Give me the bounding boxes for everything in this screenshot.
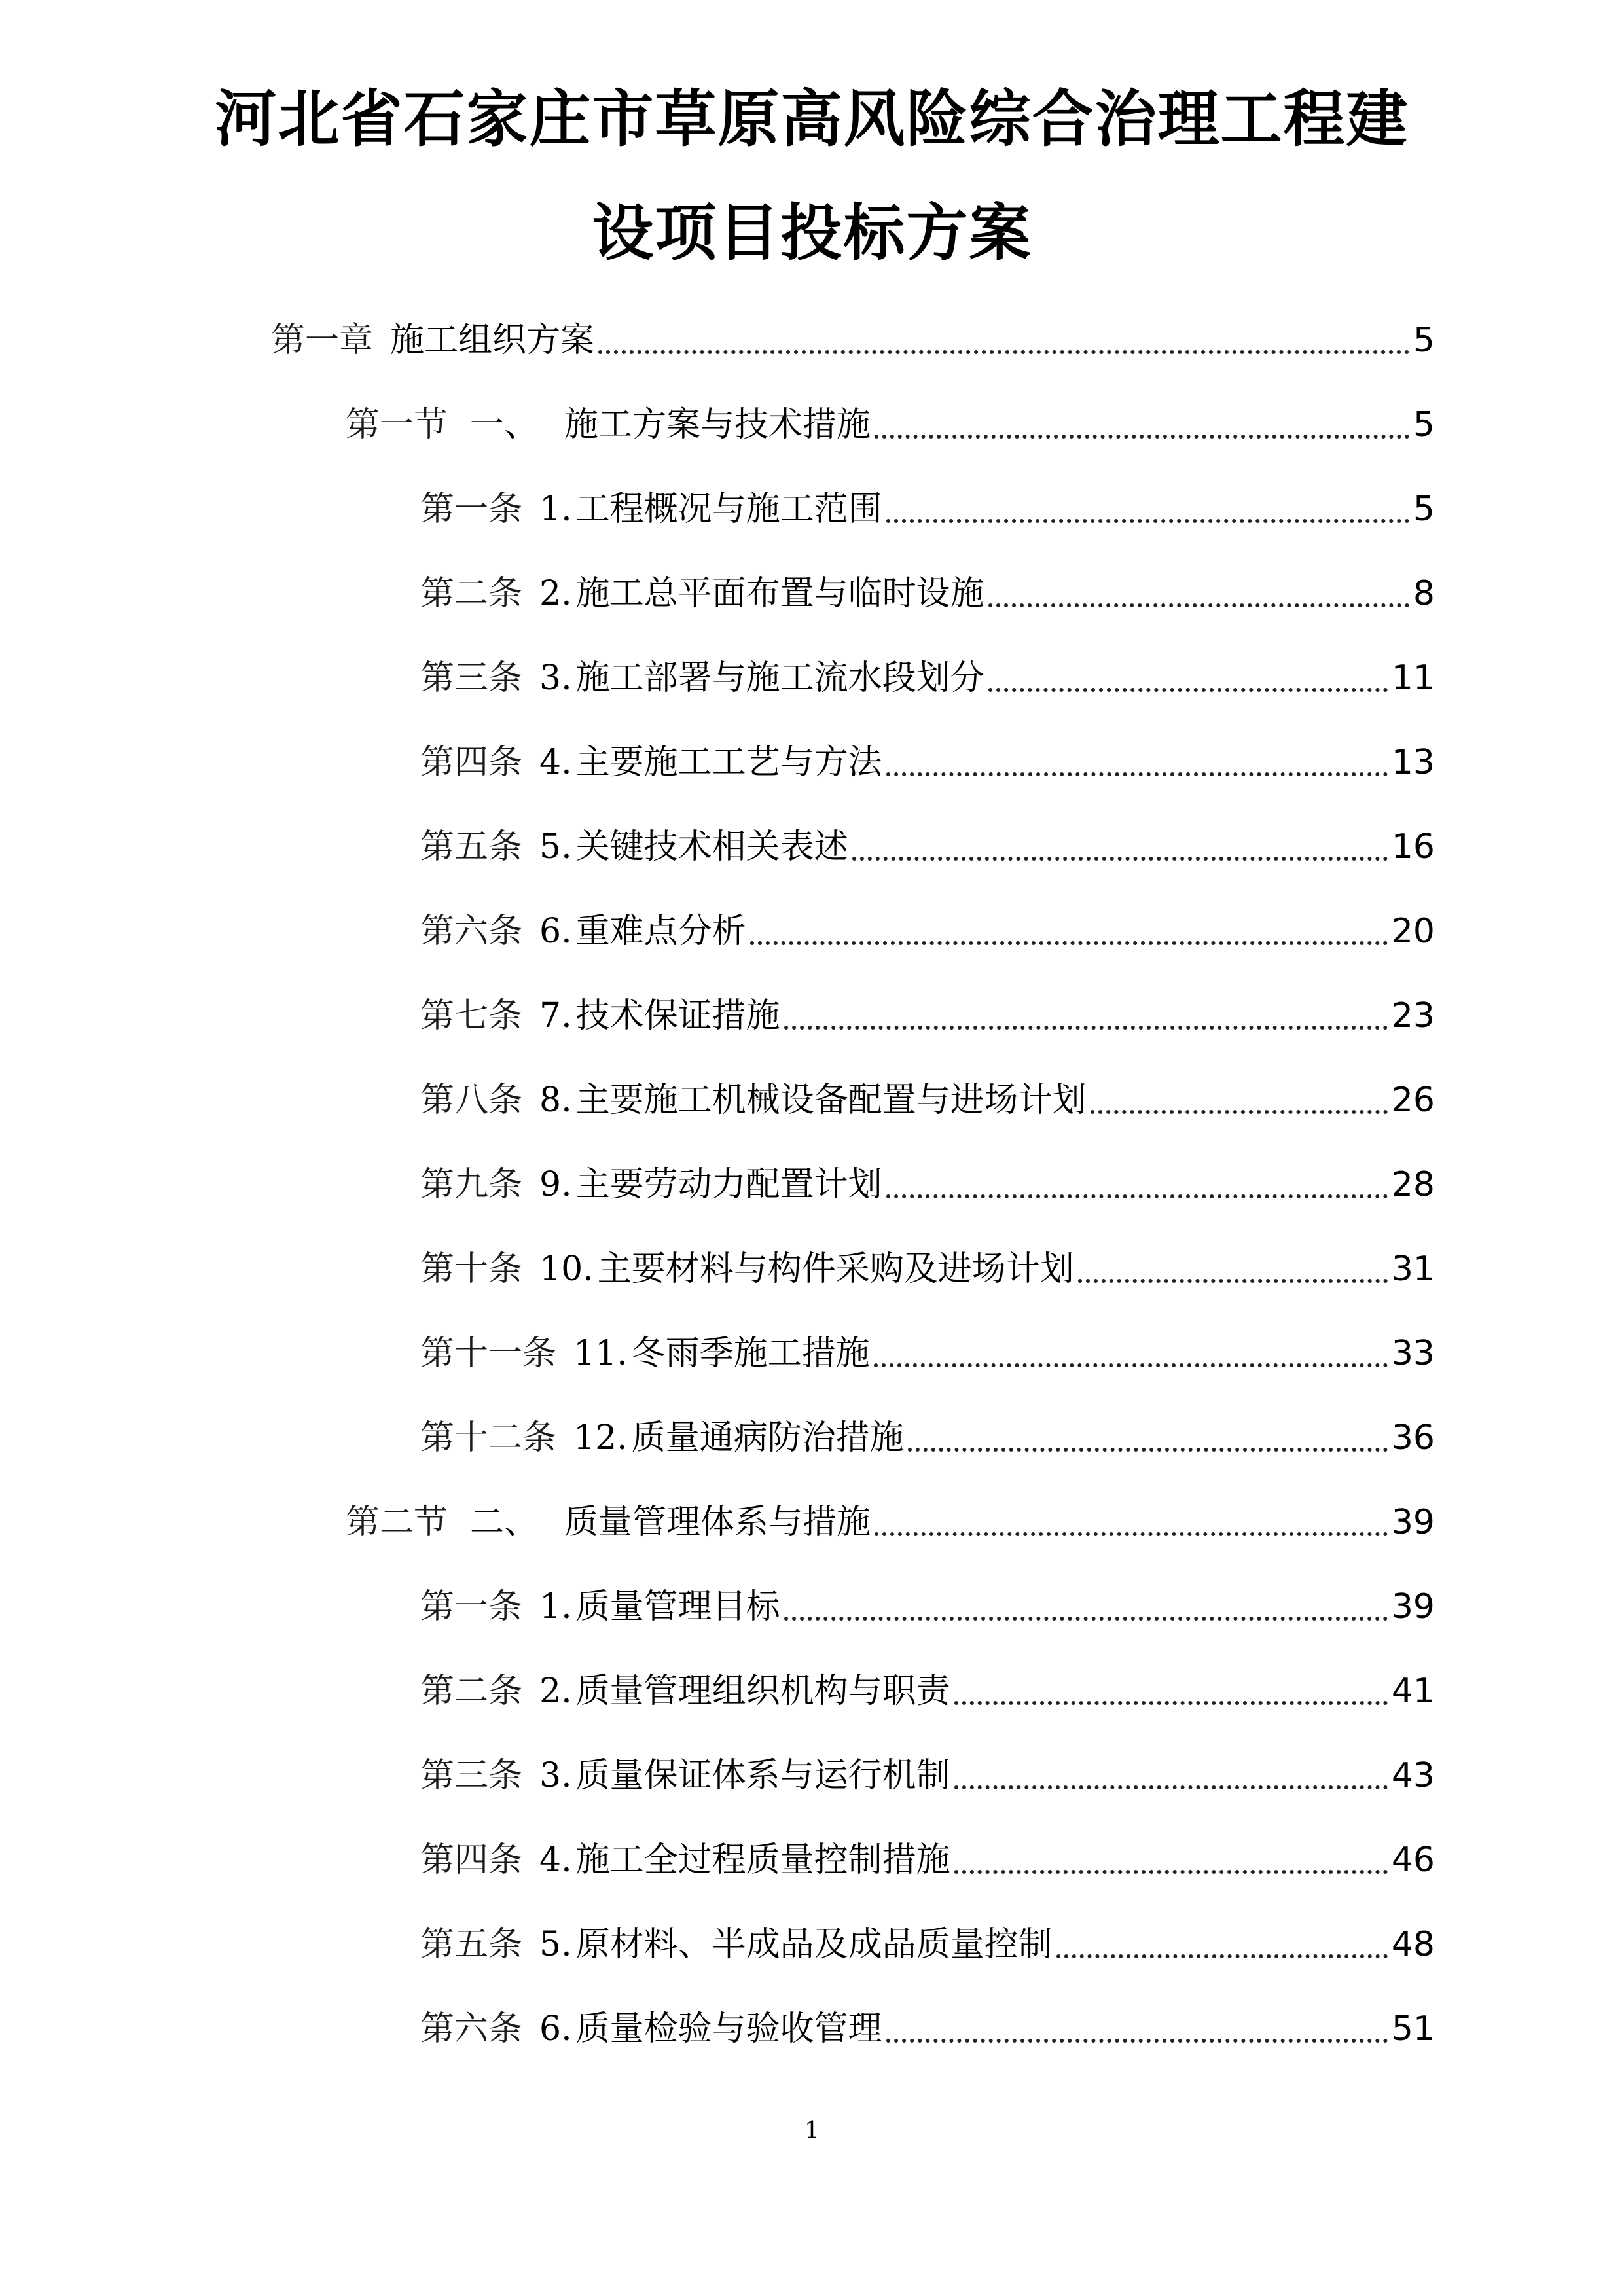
toc-entry[interactable] [420, 1749, 1435, 1802]
toc-entry-title: 施工组织方案 [390, 321, 595, 360]
toc-dot-leader [875, 1496, 1388, 1549]
document-title-line-2: 设项目投标方案 [592, 198, 1032, 269]
toc-entry-label: 第五条 [420, 1925, 523, 1964]
toc-entry-title: 冬雨季施工措施 [631, 1334, 870, 1373]
toc-entry-page: 28 [1391, 1165, 1435, 1204]
toc-dot-leader [784, 990, 1388, 1042]
toc-entry-label: 第三条 [420, 658, 523, 698]
toc-entry-title: 主要施工机械设备配置与进场计划 [575, 1081, 1087, 1120]
toc-entry-title: 质量保证体系与运行机制 [575, 1756, 950, 1795]
toc-entry-number: 2. [539, 1672, 572, 1711]
toc-entry-title: 技术保证措施 [575, 996, 780, 1035]
toc-entry-label: 第二节 [346, 1503, 448, 1542]
toc-dot-leader [908, 1412, 1388, 1464]
toc-entry-title: 原材料、半成品及成品质量控制 [575, 1925, 1053, 1964]
toc-entry[interactable] [420, 1834, 1435, 1886]
toc-entry[interactable] [420, 990, 1435, 1042]
toc-entry-page: 26 [1391, 1081, 1435, 1120]
toc-dot-leader [988, 652, 1388, 704]
toc-entry-label: 第一条 [420, 1587, 523, 1626]
toc-entry-label: 第四条 [420, 1840, 523, 1880]
toc-entry-page: 11 [1391, 658, 1435, 698]
toc-dot-leader [852, 821, 1388, 873]
toc-entry-page: 46 [1391, 1840, 1435, 1880]
toc-entry[interactable] [346, 1496, 1435, 1549]
toc-dot-leader [875, 399, 1409, 451]
toc-entry-number: 6. [539, 2009, 572, 2049]
toc-entry-number: 1. [539, 1587, 572, 1626]
toc-entry-page: 8 [1413, 574, 1435, 613]
toc-entry-title: 质量管理目标 [575, 1587, 780, 1626]
toc-entry-page: 39 [1391, 1587, 1435, 1626]
toc-entry-number: 7. [539, 996, 572, 1035]
toc-entry-page: 33 [1391, 1334, 1435, 1373]
toc-entry[interactable] [346, 399, 1435, 451]
toc-entry-number: 5. [539, 827, 572, 867]
toc-entry-number: 1. [539, 490, 572, 529]
toc-dot-leader [1078, 1243, 1388, 1295]
toc-entry-page: 36 [1391, 1418, 1435, 1458]
toc-entry-title: 工程概况与施工范围 [575, 490, 882, 529]
toc-dot-leader [750, 905, 1388, 958]
toc-dot-leader [954, 1749, 1388, 1802]
toc-dot-leader [598, 314, 1409, 367]
toc-entry-label: 第十条 [420, 1249, 523, 1289]
toc-entry-title: 质量检验与验收管理 [575, 2009, 882, 2049]
toc-entry-page: 20 [1391, 912, 1435, 951]
toc-entry[interactable] [420, 1243, 1435, 1295]
toc-entry-number: 4. [539, 1840, 572, 1880]
toc-dot-leader [886, 483, 1409, 535]
toc-entry-title: 质量管理组织机构与职责 [575, 1672, 950, 1711]
toc-entry[interactable] [420, 821, 1435, 873]
toc-dot-leader [1056, 1918, 1388, 1971]
toc-entry-title: 质量管理体系与措施 [564, 1503, 871, 1542]
toc-entry-page: 43 [1391, 1756, 1435, 1795]
toc-entry-label: 第六条 [420, 912, 523, 951]
toc-entry-page: 16 [1391, 827, 1435, 867]
toc-dot-leader [988, 567, 1409, 620]
toc-entry-number: 一、 [470, 405, 539, 444]
toc-entry-title: 施工部署与施工流水段划分 [575, 658, 984, 698]
toc-entry-number: 二、 [470, 1503, 539, 1542]
toc-entry-page: 48 [1391, 1925, 1435, 1964]
toc-entry-number: 2. [539, 574, 572, 613]
toc-entry-number: 6. [539, 912, 572, 951]
toc-entry-label: 第十二条 [420, 1418, 557, 1458]
toc-dot-leader [954, 1834, 1388, 1886]
toc-dot-leader [886, 1158, 1388, 1211]
toc-entry[interactable] [420, 1327, 1435, 1380]
toc-entry-title: 主要劳动力配置计划 [575, 1165, 882, 1204]
toc-entry[interactable] [420, 652, 1435, 704]
toc-entry-label: 第二条 [420, 1672, 523, 1711]
toc-entry-number: 10. [539, 1249, 594, 1289]
toc-entry-number: 9. [539, 1165, 572, 1204]
toc-entry-label: 第一节 [346, 405, 448, 444]
toc-dot-leader [1091, 1074, 1388, 1126]
toc-entry-number: 3. [539, 1756, 572, 1795]
toc-entry[interactable] [420, 483, 1435, 535]
toc-entry[interactable] [420, 1665, 1435, 1717]
toc-entry-label: 第五条 [420, 827, 523, 867]
toc-entry[interactable] [420, 2003, 1435, 2055]
toc-entry-page: 23 [1391, 996, 1435, 1035]
toc-entry-title: 施工方案与技术措施 [564, 405, 871, 444]
toc-entry-page: 51 [1391, 2009, 1435, 2049]
toc-entry[interactable] [420, 567, 1435, 620]
toc-entry-number: 4. [539, 743, 572, 782]
page-number: 1 [804, 2117, 820, 2144]
toc-dot-leader [784, 1581, 1388, 1633]
toc-entry-page: 5 [1413, 490, 1435, 529]
toc-entry-label: 第十一条 [420, 1334, 557, 1373]
toc-entry-title: 施工全过程质量控制措施 [575, 1840, 950, 1880]
toc-entry[interactable] [420, 736, 1435, 789]
toc-entry-page: 5 [1413, 405, 1435, 444]
document-title-line-1: 河北省石家庄市草原高风险综合治理工程建 [215, 84, 1409, 155]
toc-entry[interactable] [420, 1074, 1435, 1126]
toc-entry-label: 第二条 [420, 574, 523, 613]
toc-entry-label: 第六条 [420, 2009, 523, 2049]
toc-entry[interactable] [271, 314, 1435, 367]
toc-entry-title: 关键技术相关表述 [575, 827, 848, 867]
toc-entry[interactable] [420, 1918, 1435, 1971]
toc-entry-page: 31 [1391, 1249, 1435, 1289]
toc-entry-title: 施工总平面布置与临时设施 [575, 574, 984, 613]
toc-entry-label: 第四条 [420, 743, 523, 782]
toc-entry-number: 8. [539, 1081, 572, 1120]
toc-dot-leader [954, 1665, 1388, 1717]
toc-entry-title: 质量通病防治措施 [631, 1418, 904, 1458]
toc-entry-label: 第一章 [271, 321, 374, 360]
toc-entry-label: 第三条 [420, 1756, 523, 1795]
toc-entry-page: 39 [1391, 1503, 1435, 1542]
toc-entry-label: 第一条 [420, 490, 523, 529]
toc-entry-number: 11. [573, 1334, 628, 1373]
toc-entry-number: 5. [539, 1925, 572, 1964]
toc-entry-title: 主要材料与构件采购及进场计划 [597, 1249, 1074, 1289]
toc-entry-label: 第九条 [420, 1165, 523, 1204]
toc-dot-leader [886, 2003, 1388, 2055]
toc-entry-title: 主要施工工艺与方法 [575, 743, 882, 782]
toc-entry[interactable] [420, 1412, 1435, 1464]
toc-entry-title: 重难点分析 [575, 912, 746, 951]
toc-entry-label: 第八条 [420, 1081, 523, 1120]
toc-entry-page: 5 [1413, 321, 1435, 360]
toc-entry-page: 41 [1391, 1672, 1435, 1711]
toc-entry-number: 3. [539, 658, 572, 698]
toc-entry[interactable] [420, 1158, 1435, 1211]
toc-entry-label: 第七条 [420, 996, 523, 1035]
toc-entry[interactable] [420, 905, 1435, 958]
toc-entry[interactable] [420, 1581, 1435, 1633]
toc-dot-leader [886, 736, 1388, 789]
toc-dot-leader [874, 1327, 1388, 1380]
toc-entry-number: 12. [573, 1418, 628, 1458]
toc-entry-page: 13 [1391, 743, 1435, 782]
